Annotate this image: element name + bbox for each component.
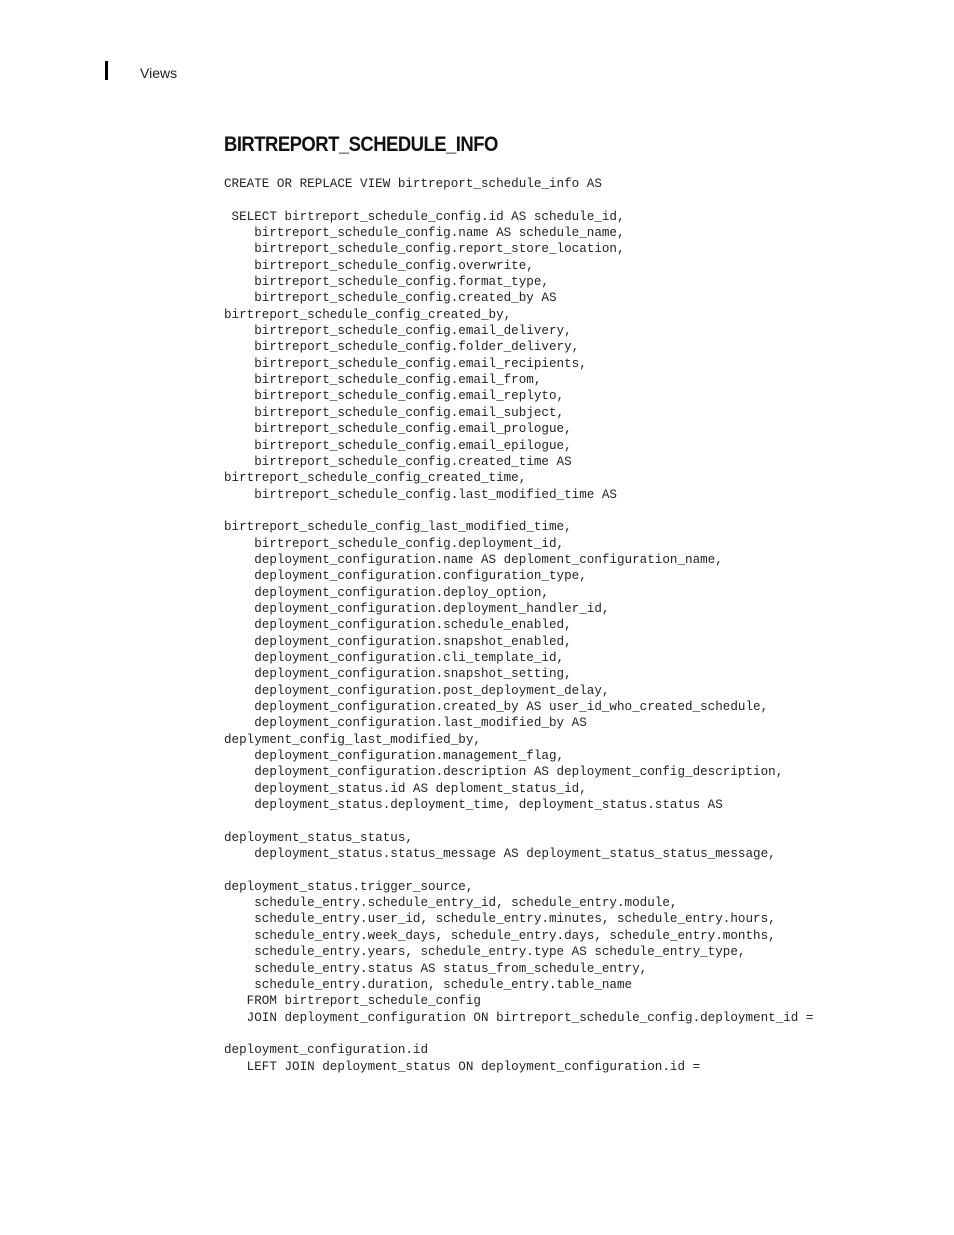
code-line: schedule_entry.schedule_entry_id, schedule_entry.module,	[224, 896, 678, 911]
running-header: Views	[140, 65, 178, 81]
code-line: deployment_configuration.deployment_handler_id,	[224, 601, 610, 616]
code-line: CREATE OR REPLACE VIEW birtreport_schedule_info AS	[224, 177, 602, 191]
code-line: schedule_entry.duration, schedule_entry.table_name	[224, 977, 633, 992]
code-line: schedule_entry.week_days, schedule_entry.days, schedule_entry.months,	[224, 928, 776, 943]
code-line: birtreport_schedule_config.created_time AS	[224, 454, 572, 469]
section-title: BIRTREPORT_SCHEDULE_INFO	[224, 133, 498, 156]
code-line: birtreport_schedule_config.email_delivery,	[224, 324, 572, 339]
code-line: deployment_configuration.created_by AS user_id_who_created_schedule,	[224, 700, 769, 714]
code-line: birtreport_schedule_config.email_recipients,	[224, 356, 587, 371]
code-line: deployment_configuration.post_deployment_delay,	[224, 683, 610, 698]
header-rule	[105, 61, 108, 80]
code-line: FROM birtreport_schedule_config	[224, 994, 481, 1009]
code-line: birtreport_schedule_config.overwrite,	[224, 258, 534, 273]
code-line: birtreport_schedule_config_last_modified_time,	[224, 520, 572, 535]
code-line: deployment_configuration.management_flag,	[224, 749, 565, 764]
code-line: birtreport_schedule_config_created_by,	[224, 307, 512, 322]
sql-code-block	[224, 176, 813, 1075]
code-line: deployment_configuration.last_modified_by AS	[224, 716, 587, 731]
code-line: birtreport_schedule_config.report_store_location,	[224, 242, 625, 257]
code-line: birtreport_schedule_config.folder_delivery,	[224, 340, 580, 355]
code-line: deployment_configuration.snapshot_setting,	[224, 667, 572, 682]
code-line: birtreport_schedule_config.email_from,	[224, 373, 542, 388]
code-line: deployment_configuration.deploy_option,	[224, 585, 549, 600]
code-line: deployment_configuration.snapshot_enabled,	[224, 634, 572, 649]
code-line: deployment_configuration.description AS deployment_config_description,	[224, 765, 784, 780]
code-line: birtreport_schedule_config.email_subject,	[224, 405, 565, 420]
code-line: birtreport_schedule_config.deployment_id,	[224, 536, 565, 551]
code-line: deployment_configuration.id	[224, 1043, 429, 1058]
code-line: birtreport_schedule_config.name AS schedule_name,	[224, 226, 625, 241]
code-line: deplyment_config_last_modified_by,	[224, 732, 481, 747]
code-line: birtreport_schedule_config.last_modified_time AS	[224, 487, 617, 502]
code-line: deployment_status.status_message AS deployment_status_status_message,	[224, 847, 776, 862]
code-line: deployment_status.trigger_source,	[224, 879, 474, 894]
code-line: deployment_status.id AS deploment_status_id,	[224, 781, 587, 796]
code-line: deployment_status_status,	[224, 830, 413, 845]
code-line: schedule_entry.status AS status_from_schedule_entry,	[224, 961, 648, 976]
code-line: birtreport_schedule_config.email_epilogue,	[224, 438, 572, 453]
code-line: birtreport_schedule_config.format_type,	[224, 275, 549, 290]
code-line: LEFT JOIN deployment_status ON deployment_configuration.id =	[224, 1059, 701, 1074]
code-line: birtreport_schedule_config.email_replyto,	[224, 389, 565, 404]
code-line: JOIN deployment_configuration ON birtreport_schedule_config.deployment_id =	[224, 1010, 814, 1025]
code-line: schedule_entry.user_id, schedule_entry.minutes, schedule_entry.hours,	[224, 912, 776, 927]
code-line: schedule_entry.years, schedule_entry.type AS schedule_entry_type,	[224, 945, 746, 960]
code-line: SELECT birtreport_schedule_config.id AS schedule_id,	[224, 209, 625, 224]
code-line: deployment_configuration.configuration_type,	[224, 569, 587, 584]
code-line: deployment_configuration.cli_template_id,	[224, 650, 565, 665]
code-line: birtreport_schedule_config.created_by AS	[224, 291, 557, 306]
code-line: birtreport_schedule_config.email_prologue,	[224, 422, 572, 437]
code-line: deployment_configuration.name AS deploment_configuration_name,	[224, 552, 723, 567]
code-line: deployment_status.deployment_time, deployment_status.status AS	[224, 798, 723, 813]
code-line: birtreport_schedule_config_created_time,	[224, 471, 527, 486]
code-line: deployment_configuration.schedule_enabled,	[224, 618, 572, 633]
